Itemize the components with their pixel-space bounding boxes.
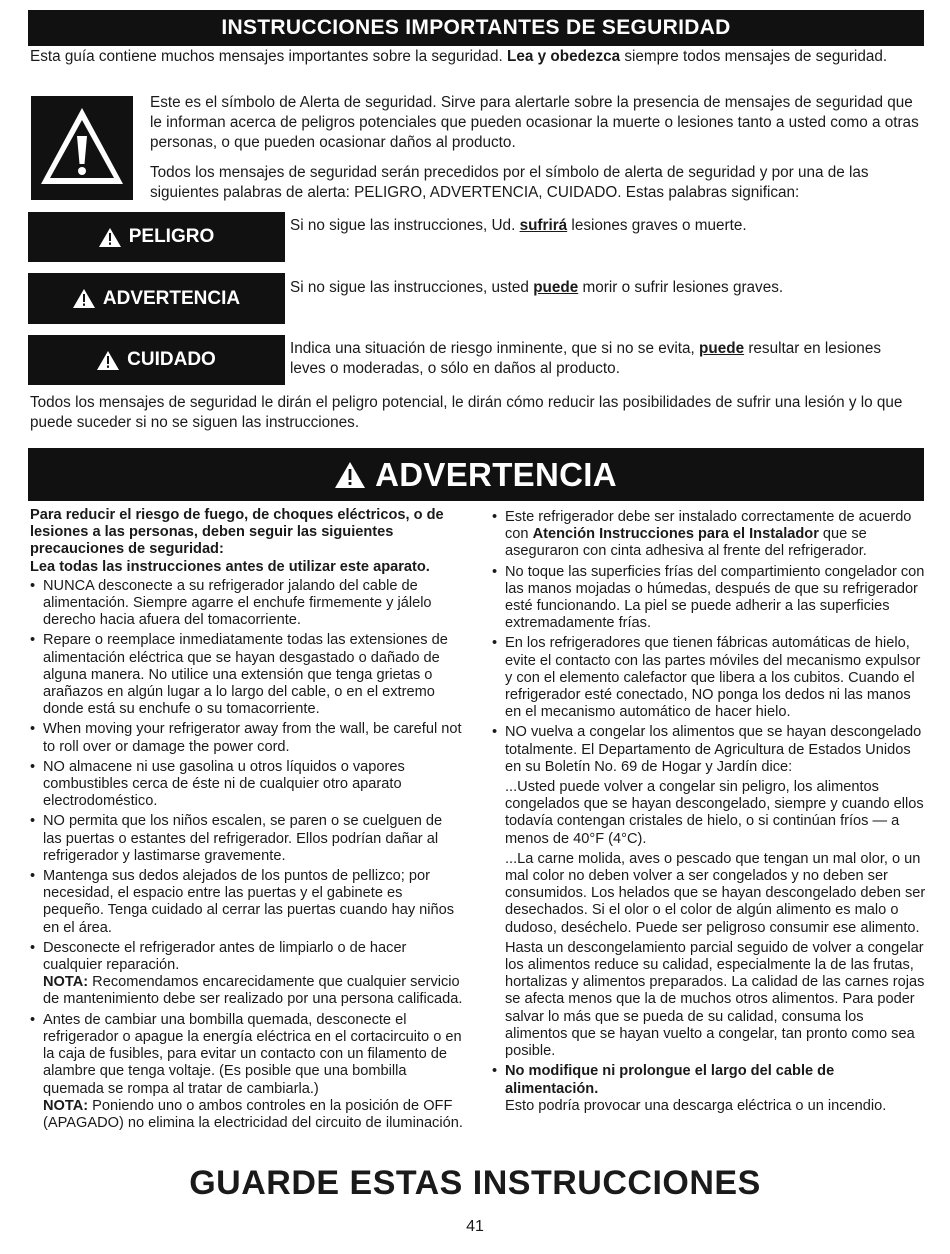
alert-symbol-description [150,93,924,203]
cuidado-desc-emphasis: puede [699,340,745,357]
list-item-text: que se aseguraron con cinta adhesiva al frente del refrigerador. [505,526,867,560]
section-header [28,10,924,46]
signal-cuidado-label: CUIDADO [127,349,216,370]
signal-advertencia-label: ADVERTENCIA [102,287,241,309]
all-messages-text: Todos los mensajes de seguridad le dirán el peligro potencial, le dirán cómo reducir las posibilidades de sufrir una lesión y lo que puede suceder si no se siguen las instrucciones. [30,394,903,431]
page-number: 41 [466,1218,484,1235]
signal-peligro-description [290,216,910,236]
list-item-text: Desconecte el refrigerador antes de limpiarlo o de hacer cualquier reparación. [43,939,407,974]
list-item [30,940,464,1009]
alert-paragraph-2: Todos los mensajes de seguridad serán precedidos por el símbolo de alerta de seguridad y por una de las siguientes palabras de alerta: PELIGRO, ADVERTENCIA, CUIDADO. Estas palabras significan: [150,164,869,201]
left-column [30,507,464,1135]
advertencia-desc-emphasis: puede [533,279,579,296]
list-item: • Repare o reemplace inmediatamente todas las extensiones de alimentación eléctrica que se hayan desgastado o dañado de alguna manera. No utilice una extensión que tenga grietas o arañazos en algún lugar a lo largo del cable, o en el extremo donde está su enchufe o su tomacorriente. [30,632,464,718]
right-bullet-list [492,509,926,776]
cuidado-desc-a: Indica una situación de riesgo inminente, que si no se evita, [290,340,700,357]
warning-triangle-icon [335,462,365,488]
warning-banner-title: ADVERTENCIA [375,455,617,493]
footer-title: GUARDE ESTAS INSTRUCCIONES [189,1164,761,1202]
quote-paragraph-3: Hasta un descongelamiento parcial seguido de volver a congelar los alimentos reduce su calidad, especialmente la de las frutas, hortalizas y alimentos preparados. La calidad de las carnes rojas se afecta menos que la de muchos otros alimentos. Para poder salvar lo más que se pueda de su calidad, consuma los alimentos que se hayan vuelto a congelar, tan pronto como sea posible. [505,939,925,1060]
quote-paragraph-1: ...Usted puede volver a congelar sin peligro, los alimentos congelados que se hayan descongelado, siempre y cuando ellos todavía contengan cristales de hielo, o si continúan fríos — a menos de 40°F (4°C). [505,779,924,847]
list-item-text: Esto podría provocar una descarga eléctrica o un incendio. [505,1097,887,1114]
alert-triangle-icon [31,96,133,200]
right-bullet-list-2 [492,1063,926,1115]
list-item: • No toque las superficies frías del compartimiento congelador con las manos mojadas o húmedas, después de que su refrigerador esté funcionando. La piel se puede adherir a las superficies extremadamente frías. [492,564,926,633]
quote-paragraph-2: ...La carne molida, aves o pescado que tengan un mal olor, o un mal color no deben volver a ser congelados y no deben ser consumidos. Los helados que se hayan descongelado deben ser desechados. Si el olor o el color de algún alimento es malo o dudoso, deséchelo. Puede ser peligroso consumir ese alimento. [505,850,926,936]
note-text: Poniendo uno o ambos controles en la posición de OFF (APAGADO) no elimina la electricidad del circuito de iluminación. [43,1097,463,1131]
list-item [492,509,926,561]
right-column [492,507,926,1118]
warning-triangle-icon [99,228,121,247]
intro-text [30,47,920,67]
cuidado-desc-b: resultar en lesiones leves o moderadas, o sólo en daños al producto. [290,340,881,377]
left-lead-2: Lea todas las instrucciones antes de utilizar este aparato. [30,558,430,575]
list-item: • NUNCA desconecte a su refrigerador jalando del cable de alimentación. Siempre agarre el enchufe firmemente y jálelo derecho hacia afuera del tomacorriente. [30,578,464,630]
signal-cuidado-box [28,335,285,385]
signal-cuidado-description [290,339,910,379]
section-title: INSTRUCCIONES IMPORTANTES DE SEGURIDAD [221,16,731,39]
note-text: Recomendamos encarecidamente que cualquier servicio de mantenimiento debe ser realizado por una persona calificada. [43,974,463,1008]
list-item: • NO permita que los niños escalen, se paren o se cuelguen de las puertas o estantes del refrigerador. Ellos podrían dañar al refrigerador y lastimarse gravemente. [30,813,464,865]
signal-peligro-box [28,212,285,262]
warning-triangle-icon [97,351,119,370]
safety-alert-symbol [31,96,133,200]
advertencia-desc-b: morir o sufrir lesiones graves. [578,279,784,296]
list-item: • En los refrigeradores que tienen fábricas automáticas de hielo, evite el contacto con las partes móviles del mecanismo expulsor y con el elemento calefactor que libera a los cubitos. Cuando el refrigerador esté conectado, NO ponga los dedos ni las manos en el mecanismo automático de hacer hielo. [492,635,926,721]
note-label: NOTA: [43,974,89,991]
list-item: • NO vuelva a congelar los alimentos que se hayan descongelado totalmente. El Departamento de Agricultura de Estados Unidos en su Boletín No. 69 de Hogar y Jardín dice: [492,724,926,776]
peligro-desc-emphasis: sufrirá [519,217,568,234]
signal-advertencia-box [28,273,285,324]
signal-peligro-label: PELIGRO [128,226,215,247]
list-item-text: Antes de cambiar una bombilla quemada, desconecte el refrigerador o apague la energía eléctrica en el cortacircuito o en la caja de fusibles, para evitar un contacto con un filamento de alambre que tenga voltaje. (Es posible que una bombilla quemada se rompa al tratar de cambiarla.) [43,1011,462,1097]
intro-text-a: Esta guía contiene muchos mensajes importantes sobre la seguridad. [30,48,508,65]
list-item: • Mantenga sus dedos alejados de los puntos de pellizco; por necesidad, el espacio entre las puertas y el gabinete es pequeño. Tenga cuidado al cerrar las puertas cuando hay niños en el área. [30,868,464,937]
list-item [30,1012,464,1132]
intro-text-bold: Lea y obedezca [507,48,621,65]
left-bullet-list [30,578,464,1132]
list-item-text: Este refrigerador debe ser instalado correctamente de acuerdo con [505,509,912,543]
alert-paragraph-1: Este es el símbolo de Alerta de seguridad. Sirve para alertarle sobre la presencia de mensajes de seguridad que le informan acerca de peligros potenciales que pueden ocasionar la muerte o lesiones tanto a usted como a otras personas, o que pueden ocasionar daños al producto. [150,94,919,151]
intro-text-b: siempre todos mensajes de seguridad. [620,48,888,65]
peligro-desc-b: lesiones graves o muerte. [567,217,747,234]
note-label: NOTA: [43,1097,89,1114]
advertencia-desc-a: Si no sigue las instrucciones, usted [290,279,534,296]
list-item-bold: No modifique ni prolongue el largo del cable de alimentación. [505,1063,835,1097]
list-item [492,1063,926,1115]
list-item: • When moving your refrigerator away from the wall, be careful not to roll over or damage the power cord. [30,721,464,755]
warning-triangle-icon [73,289,95,308]
signal-advertencia-description [290,278,910,298]
peligro-desc-a: Si no sigue las instrucciones, Ud. [290,217,520,234]
list-item: • NO almacene ni use gasolina u otros líquidos o vapores combustibles cerca de éste ni de cualquier otro aparato electrodoméstico. [30,759,464,811]
left-lead-1: Para reducir el riesgo de fuego, de choques eléctricos, o de lesiones a las personas, deben seguir las siguientes precauciones de seguridad: [30,507,444,558]
warning-banner [28,448,924,501]
installer-instructions-emphasis: Atención Instrucciones para el Instalador [532,526,819,543]
